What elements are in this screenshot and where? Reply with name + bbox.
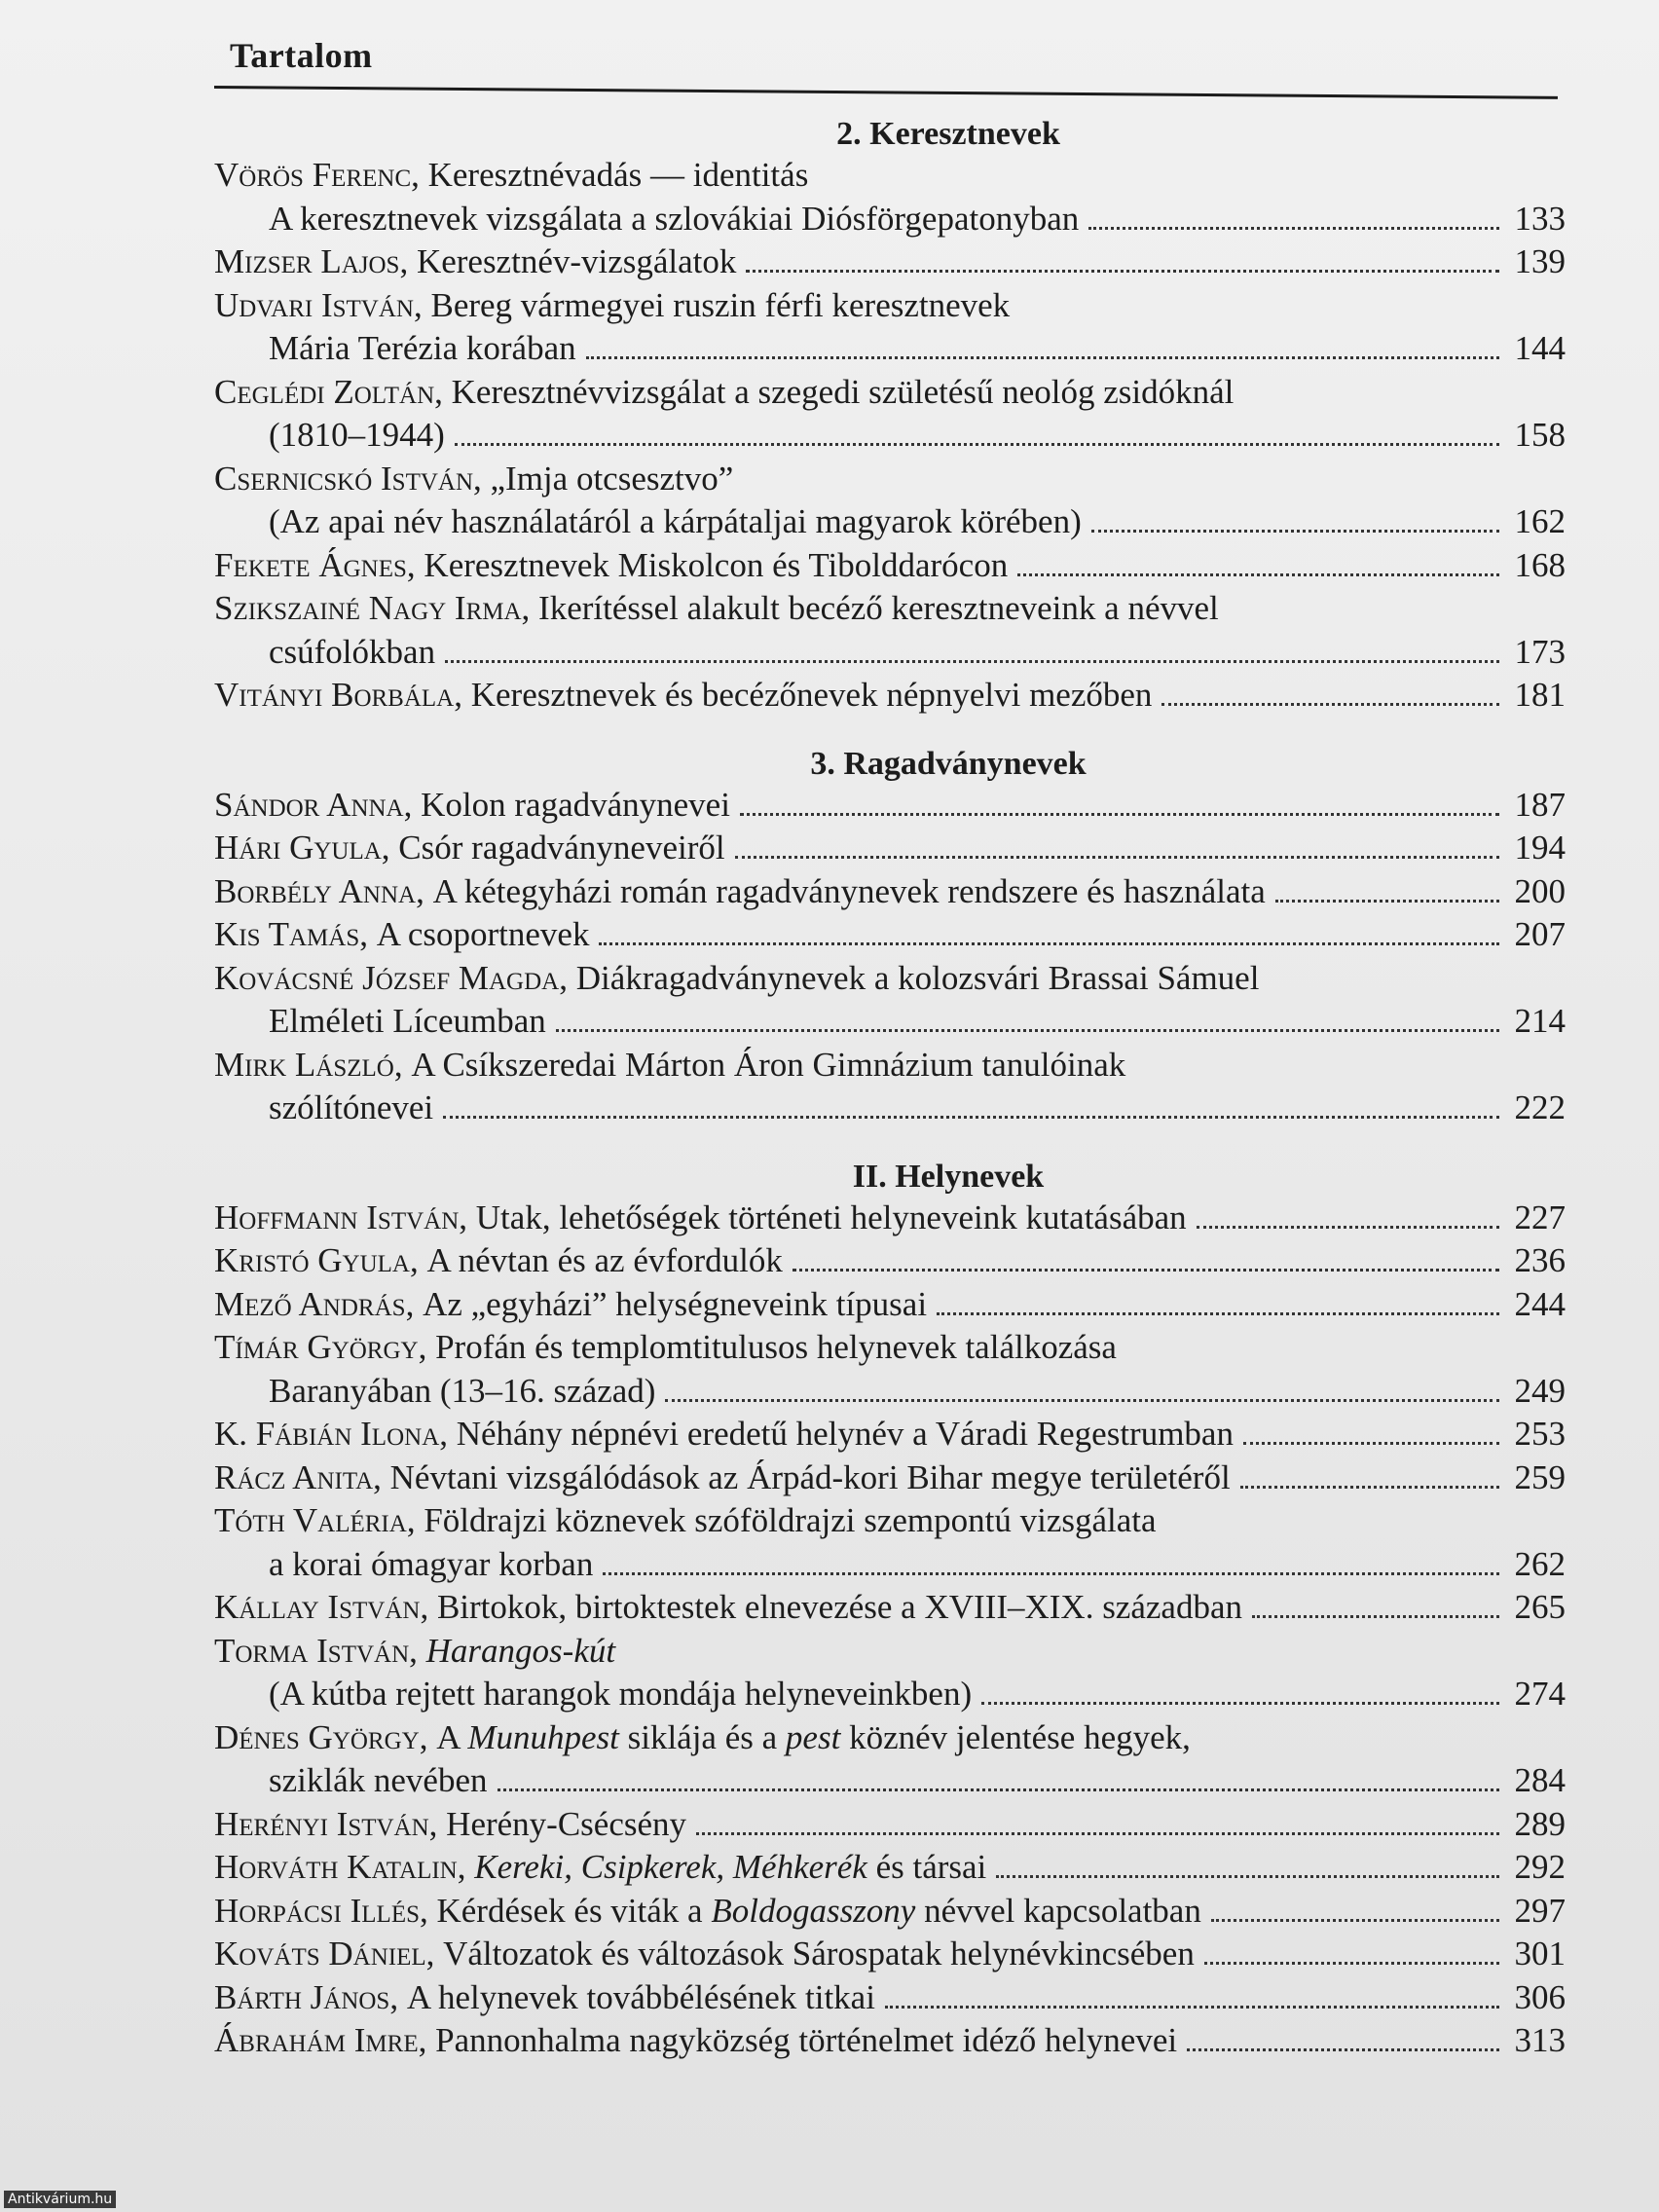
dot-leader — [1252, 1614, 1499, 1618]
entry-author: Kis Tamás — [214, 915, 360, 953]
entry-title: Birtokok, birtoktestek elnevezése a XVIII–XIX. században — [436, 1588, 1242, 1626]
entry-page: 144 — [1514, 329, 1566, 367]
dot-leader — [937, 1311, 1499, 1315]
entry-title-cont: Elméleti Líceumban — [269, 1002, 546, 1040]
toc-entry: Tóth Valéria , Földrajzi köznevek szóföldrajzi szempontú vizsgálata — [214, 1499, 1566, 1543]
dot-leader — [1088, 226, 1499, 230]
toc-entry: Sándor Anna , Kolon ragadványnevei 187 — [214, 784, 1566, 828]
toc-entry: Mező András , Az „egyházi” helységneveink típusai 244 — [214, 1283, 1566, 1327]
entry-page: 313 — [1514, 2021, 1566, 2059]
entry-title-cont: Baranyában (13–16. század) — [269, 1371, 656, 1410]
entry-author: Dénes György — [214, 1717, 420, 1756]
dot-leader — [1187, 2047, 1499, 2051]
entry-page: 249 — [1514, 1371, 1566, 1410]
section-heading-ragadvanynevek: 3. Ragadványnevek — [810, 745, 1087, 782]
entry-page: 133 — [1514, 199, 1566, 238]
entry-title: Profán és templomtitulusos helynevek találkozása — [435, 1328, 1117, 1366]
toc-entry-continuation — [214, 1370, 1566, 1414]
entry-title: Herény-Csécsény — [446, 1804, 687, 1843]
dot-leader — [599, 941, 1499, 945]
entry-title-cont: a korai ómagyar korban — [269, 1544, 594, 1583]
toc-entry: Rácz Anita , Névtani vizsgálódások az Árpád-kori Bihar megye területéről 259 — [214, 1456, 1566, 1500]
entry-page: 194 — [1514, 829, 1566, 866]
entry-title-cont: szólítónevei — [269, 1088, 434, 1126]
entry-title: Keresztnevek és becézőnevek népnyelvi mezőben — [470, 676, 1153, 714]
entry-author: Fekete Ágnes — [214, 545, 407, 584]
entry-title: A Csíkszeredai Márton Áron Gimnázium tanulóinak — [411, 1045, 1126, 1084]
toc-entry: Borbély Anna , A kétegyházi román ragadványnevek rendszere és használata 200 — [214, 870, 1566, 914]
toc-entry: Kováts Dániel , Változatok és változások Sárospatak helynévkincsében 301 — [214, 1933, 1566, 1976]
toc-entry: Horpácsi Illés , Kérdések és viták a Boldogasszony névvel kapcsolatban 297 — [214, 1890, 1566, 1934]
entry-title: Diákragadványnevek a kolozsvári Brassai Sámuel — [575, 958, 1260, 997]
entry-page: 173 — [1514, 632, 1566, 671]
entry-title: Bereg vármegyei ruszin férfi keresztnevek — [430, 285, 1011, 324]
entry-page: 301 — [1514, 1935, 1566, 1972]
entry-author: Ceglédi Zoltán — [214, 372, 435, 411]
entry-author: Herényi István — [214, 1804, 429, 1843]
toc-entry-continuation — [214, 631, 1566, 675]
entry-page: 187 — [1514, 785, 1566, 824]
entry-title: Névtani vizsgálódások az Árpád-kori Bihar megye területéről — [389, 1457, 1231, 1496]
entry-author: Vörös Ferenc — [214, 156, 412, 194]
dot-leader — [746, 269, 1499, 273]
toc-entry: K. Fábián Ilona , Néhány népnévi eredetű helynév a Váradi Regestrumban 253 — [214, 1413, 1566, 1456]
toc-entry: Mizser Lajos , Keresztnév-vizsgálatok 139 — [214, 240, 1566, 284]
header-rule — [214, 86, 1558, 99]
entry-title: Földrajzi köznevek szóföldrajzi szempontú vizsgálata — [424, 1501, 1157, 1539]
dot-leader — [1240, 1485, 1499, 1489]
entry-title: Utak, lehetőségek történeti helyneveink kutatásában — [475, 1198, 1187, 1236]
entry-page: 139 — [1514, 242, 1566, 280]
entry-author: Vitányi Borbála — [214, 676, 455, 714]
dot-leader — [1243, 1441, 1499, 1445]
entry-title: Keresztnévvizsgálat a szegedi születésű neológ zsidóknál — [451, 372, 1235, 411]
entry-author: Tímár György — [214, 1328, 419, 1366]
entry-page: 168 — [1514, 545, 1566, 584]
entry-author: Horváth Katalin — [214, 1848, 458, 1886]
dot-leader — [1091, 529, 1499, 533]
entry-title: Kolon ragadványnevei — [421, 785, 730, 824]
entry-title: Kérdések és viták a Boldogasszony névvel kapcsolatban — [436, 1891, 1201, 1930]
entry-author: Kováts Dániel — [214, 1935, 426, 1972]
entry-title: A helynevek továbbélésének titkai — [406, 1977, 875, 2016]
toc-entry: Vörös Ferenc , Keresztnévadás — identitás — [214, 154, 1566, 198]
toc-entry-continuation — [214, 500, 1566, 544]
entry-page: 207 — [1514, 915, 1566, 953]
entry-page: 244 — [1514, 1284, 1566, 1323]
toc-entry: Tímár György , Profán és templomtitulusos helynevek találkozása — [214, 1326, 1566, 1370]
entry-page: 284 — [1514, 1761, 1566, 1799]
entry-page: 162 — [1514, 502, 1566, 540]
toc-entry: Fekete Ágnes , Keresztnevek Miskolcon és Tibolddarócon 168 — [214, 544, 1566, 588]
dot-leader — [696, 1831, 1499, 1835]
dot-leader — [586, 355, 1499, 359]
entry-title-cont: sziklák nevében — [269, 1761, 488, 1799]
toc-entry: Mirk László , A Csíkszeredai Márton Áron Gimnázium tanulóinak — [214, 1044, 1566, 1088]
entry-title: Keresztnevek Miskolcon és Tibolddarócon — [424, 545, 1009, 584]
entry-title-cont: (Az apai név használatáról a kárpátaljai magyarok körében) — [269, 502, 1082, 540]
entry-page: 274 — [1514, 1675, 1566, 1713]
toc-entry: Hári Gyula , Csór ragadványneveiről 194 — [214, 827, 1566, 870]
toc-entry: Ábrahám Imre , Pannonhalma nagyközség történelmet idéző helynevei 313 — [214, 2019, 1566, 2063]
dot-leader — [455, 442, 1499, 446]
entry-page: 297 — [1514, 1891, 1566, 1930]
entry-page: 259 — [1514, 1457, 1566, 1496]
entry-author: Kállay István — [214, 1588, 421, 1626]
toc-entry: Torma István , Harangos-kút — [214, 1630, 1566, 1674]
entry-author: K. Fábián Ilona — [214, 1415, 440, 1453]
dot-leader — [981, 1701, 1499, 1705]
dot-leader — [740, 812, 1499, 816]
watermark-label: Antikvárium.hu — [4, 2191, 116, 2208]
entry-title: Keresztnév-vizsgálatok — [416, 242, 737, 280]
toc-entry-continuation — [214, 1673, 1566, 1716]
dot-leader — [1204, 1961, 1499, 1965]
entry-title-cont: Mária Terézia korában — [269, 329, 576, 367]
entry-title-cont: A keresztnevek vizsgálata a szlovákiai Diósförgepatonyban — [269, 199, 1080, 238]
entry-page: 200 — [1514, 871, 1566, 910]
toc-entry: Kis Tamás , A csoportnevek 207 — [214, 913, 1566, 957]
dot-leader — [793, 1268, 1499, 1272]
entry-author: Tóth Valéria — [214, 1501, 407, 1539]
entry-title: Keresztnévadás — identitás — [427, 156, 809, 194]
entry-author: Hári Gyula — [214, 829, 382, 866]
entry-page: 158 — [1514, 416, 1566, 454]
entry-page: 292 — [1514, 1848, 1566, 1886]
entry-title-italic: Harangos-kút — [425, 1631, 616, 1670]
entry-title: Pannonhalma nagyközség történelmet idéző helynevei — [435, 2021, 1178, 2059]
entry-title: „Imja otcsesztvo” — [490, 459, 734, 498]
entry-author: Hoffmann István — [214, 1198, 460, 1236]
toc-entry-continuation — [214, 1087, 1566, 1130]
dot-leader — [1161, 702, 1499, 706]
toc-entry: Kállay István , Birtokok, birtoktestek elnevezése a XVIII–XIX. században 265 — [214, 1586, 1566, 1630]
dot-leader — [885, 2005, 1499, 2009]
entry-title: Ikerítéssel alakult becéző keresztneveink a névvel — [538, 589, 1219, 627]
toc-entry-continuation — [214, 198, 1566, 241]
dot-leader — [735, 855, 1499, 859]
entry-page: 253 — [1514, 1415, 1566, 1453]
entry-author: Ábrahám Imre — [214, 2021, 419, 2059]
dot-leader — [498, 1788, 1500, 1791]
entry-title-cont: csúfolókban — [269, 632, 436, 671]
section-heading-keresztnevek: 2. Keresztnevek — [836, 116, 1060, 152]
entry-page: 222 — [1514, 1088, 1566, 1126]
toc-entry: Vitányi Borbála , Keresztnevek és becézőnevek népnyelvi mezőben 181 — [214, 674, 1566, 718]
entry-page: 265 — [1514, 1588, 1566, 1626]
entry-author: Horpácsi Illés — [214, 1891, 420, 1930]
entry-title: Csór ragadványneveiről — [398, 829, 725, 866]
toc-entry: Kristó Gyula , A névtan és az évfordulók 236 — [214, 1239, 1566, 1283]
toc-entry-continuation — [214, 1543, 1566, 1587]
toc-entry: Csernicskó István , „Imja otcsesztvo” — [214, 458, 1566, 501]
entry-page: 181 — [1514, 676, 1566, 714]
toc-entry: Ceglédi Zoltán , Keresztnévvizsgálat a szegedi születésű neológ zsidóknál — [214, 371, 1566, 415]
dot-leader — [665, 1398, 1499, 1402]
toc-entry: Szikszainé Nagy Irma , Ikerítéssel alakult becéző keresztneveink a névvel — [214, 587, 1566, 631]
entry-page: 262 — [1514, 1544, 1566, 1583]
entry-page: 289 — [1514, 1804, 1566, 1843]
entry-author: Csernicskó István — [214, 459, 474, 498]
entry-author: Mező András — [214, 1284, 406, 1323]
entry-title: Az „egyházi” helységneveink típusai — [423, 1284, 928, 1323]
dot-leader — [443, 1115, 1499, 1119]
entry-title-cont: (A kútba rejtett harangok mondája helyneveinkben) — [269, 1675, 973, 1713]
dot-leader — [1197, 1225, 1499, 1229]
dot-leader — [603, 1571, 1499, 1575]
entry-page: 227 — [1514, 1198, 1566, 1236]
entry-author: Bárth János — [214, 1977, 390, 2016]
entry-author: Mirk László — [214, 1045, 394, 1084]
entry-title: A névtan és az évfordulók — [426, 1241, 783, 1279]
entry-author: Sándor Anna — [214, 785, 404, 824]
dot-leader — [996, 1874, 1499, 1878]
entry-title: Néhány népnévi eredetű helynév a Váradi Regestrumban — [456, 1415, 1234, 1453]
entry-title-cont: (1810–1944) — [269, 416, 445, 454]
entry-title: A kétegyházi román ragadványnevek rendszere és használata — [432, 871, 1266, 910]
toc-entry-continuation — [214, 414, 1566, 458]
section-heading-helynevek: II. Helynevek — [852, 1158, 1045, 1195]
entry-author: Torma István — [214, 1631, 410, 1670]
entry-title: A Munuhpest siklája és a pest köznév jelentése hegyek, — [436, 1717, 1191, 1756]
dot-leader — [1275, 899, 1499, 903]
entry-author: Szikszainé Nagy Irma — [214, 589, 522, 627]
entry-page: 236 — [1514, 1241, 1566, 1279]
entry-author: Borbély Anna — [214, 871, 417, 910]
toc-entry: Hoffmann István , Utak, lehetőségek történeti helyneveink kutatásában 227 — [214, 1197, 1566, 1240]
toc-entry-continuation — [214, 1000, 1566, 1044]
entry-page: 306 — [1514, 1977, 1566, 2016]
entry-author: Kovácsné József Magda — [214, 958, 560, 997]
entry-author: Mizser Lajos — [214, 242, 400, 280]
toc-entry: Horváth Katalin , Kereki, Csipkerek, Méhkerék és társai 292 — [214, 1846, 1566, 1890]
toc-entry: Kovácsné József Magda , Diákragadványnevek a kolozsvári Brassai Sámuel — [214, 957, 1566, 1001]
table-of-contents — [214, 115, 1566, 2063]
dot-leader — [556, 1028, 1499, 1032]
entry-title: Kereki, Csipkerek, Méhkerék és társai — [474, 1848, 987, 1886]
dot-leader — [1017, 572, 1499, 576]
page-title: Tartalom — [230, 36, 373, 75]
entry-author: Udvari István — [214, 285, 414, 324]
entry-page: 214 — [1514, 1002, 1566, 1040]
entry-title: A csoportnevek — [376, 915, 590, 953]
toc-entry: Udvari István , Bereg vármegyei ruszin férfi keresztnevek — [214, 284, 1566, 328]
toc-entry: Bárth János , A helynevek továbbélésének titkai 306 — [214, 1976, 1566, 2020]
toc-entry-continuation — [214, 1759, 1566, 1803]
entry-author: Rácz Anita — [214, 1457, 374, 1496]
toc-entry: Dénes György , A Munuhpest siklája és a pest köznév jelentése hegyek, — [214, 1716, 1566, 1760]
entry-title: Változatok és változások Sárospatak helynévkincsében — [443, 1935, 1195, 1972]
toc-entry: Herényi István , Herény-Csécsény 289 — [214, 1803, 1566, 1847]
toc-entry-continuation — [214, 327, 1566, 371]
dot-leader — [1211, 1918, 1499, 1922]
entry-author: Kristó Gyula — [214, 1241, 410, 1279]
dot-leader — [445, 659, 1499, 663]
